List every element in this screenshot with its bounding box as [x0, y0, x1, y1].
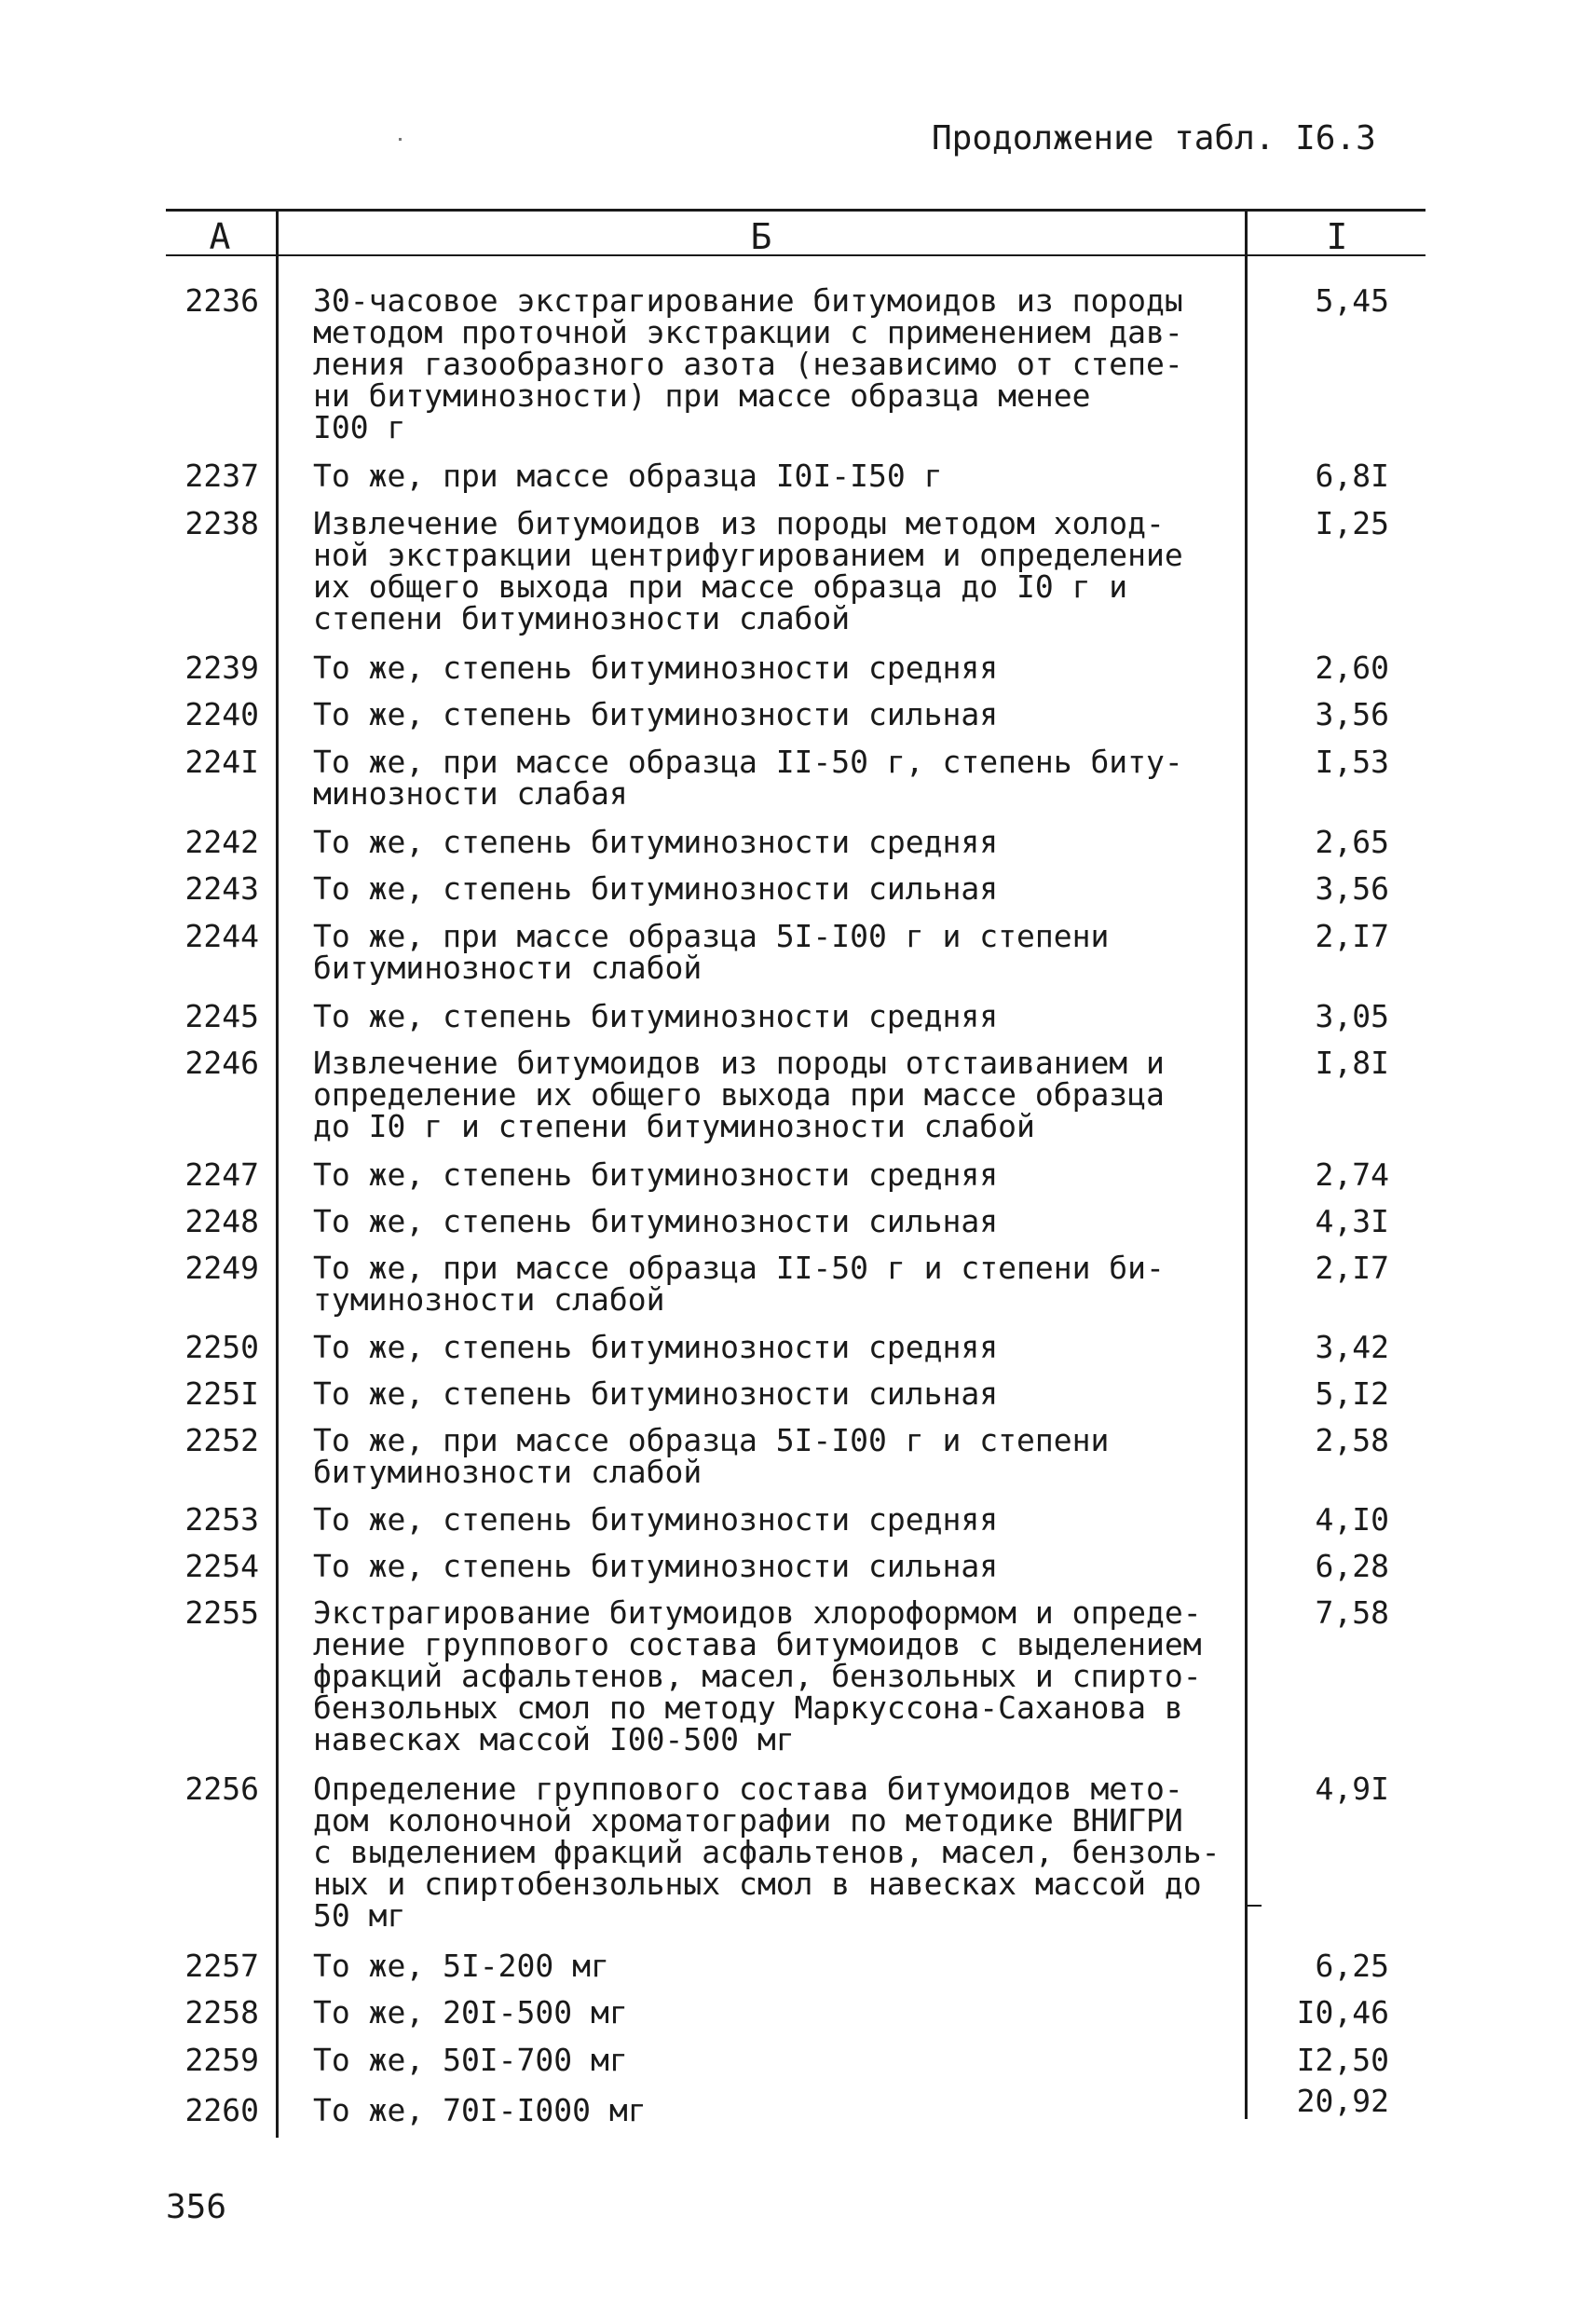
row-rate: 6,25	[1315, 1948, 1389, 1984]
row-rate: I,53	[1315, 744, 1389, 780]
row-rate: 2,65	[1315, 824, 1389, 860]
row-code: 2242	[184, 824, 259, 860]
row-code: 2258	[184, 1994, 259, 2031]
row-code: 2256	[184, 1771, 259, 1807]
page-number: 356	[166, 2188, 227, 2226]
row-code: 2239	[184, 650, 259, 686]
row-code: 2252	[184, 1422, 259, 1458]
row-description: То же, 5I-200 мг	[313, 1948, 609, 1984]
row-rate: 2,60	[1315, 650, 1389, 686]
row-description: Извлечение битумоидов из породы методом холод- ной экстракции центрифугированием и определение их общего выхода при массе образца до I0 г и степени битуминозности слабой	[313, 505, 1183, 636]
row-rate: 3,56	[1315, 870, 1389, 907]
row-rate: I,8I	[1315, 1045, 1389, 1081]
row-rate: 5,45	[1315, 282, 1389, 319]
row-rate: 3,42	[1315, 1329, 1389, 1365]
row-code: 2259	[184, 2042, 259, 2078]
row-code: 2244	[184, 918, 259, 954]
row-code: 2247	[184, 1156, 259, 1193]
row-rate: 7,58	[1315, 1594, 1389, 1631]
row-rate: 2,58	[1315, 1422, 1389, 1458]
row-description: То же, степень битуминозности сильная	[313, 1375, 999, 1412]
row-code: 2245	[184, 998, 259, 1034]
row-description: То же, степень битуминозности средняя	[313, 1329, 999, 1365]
row-code: 2254	[184, 1548, 259, 1584]
row-rate: 4,I0	[1315, 1501, 1389, 1538]
column-header-a: А	[209, 216, 231, 257]
row-rate: 3,05	[1315, 998, 1389, 1034]
row-description: То же, степень битуминозности средняя	[313, 824, 999, 860]
row-description: То же, 50I-700 мг	[313, 2042, 628, 2078]
row-description: То же, при массе образца 5I-I00 г и степени битуминозности слабой	[313, 1422, 1110, 1490]
row-description: То же, 70I-I000 мг	[313, 2092, 647, 2128]
row-description: То же, степень битуминозности сильная	[313, 696, 999, 732]
row-code: 2243	[184, 870, 259, 907]
row-code: 2249	[184, 1250, 259, 1286]
row-description: То же, при массе образца II-50 г и степени би- туминозности слабой	[313, 1250, 1165, 1318]
row-code: 2236	[184, 282, 259, 319]
row-description: То же, при массе образца I0I-I50 г	[313, 458, 943, 494]
row-code: 2257	[184, 1948, 259, 1984]
row-rate: I0,46	[1296, 1994, 1389, 2031]
row-rate: 4,3I	[1315, 1203, 1389, 1239]
row-rate: 4,9I	[1315, 1771, 1389, 1807]
row-description: То же, при массе образца 5I-I00 г и степени битуминозности слабой	[313, 918, 1110, 986]
row-description: То же, степень битуминозности средняя	[313, 1156, 999, 1193]
row-code: 2246	[184, 1045, 259, 1081]
row-code: 2260	[184, 2092, 259, 2128]
row-rate: 6,8I	[1315, 458, 1389, 494]
row-rate: 6,28	[1315, 1548, 1389, 1584]
row-rate: I,25	[1315, 505, 1389, 541]
row-rate: 2,74	[1315, 1156, 1389, 1193]
row-code: 2250	[184, 1329, 259, 1365]
row-rate: 2,I7	[1315, 918, 1389, 954]
row-description: То же, степень битуминозности сильная	[313, 870, 999, 907]
row-description: То же, 20I-500 мг	[313, 1994, 628, 2031]
table-caption: Продолжение табл. I6.3	[932, 119, 1376, 157]
column-header-c: I	[1326, 216, 1348, 257]
row-description: Определение группового состава битумоидов мето- дом колоночной хроматографии по методике ВНИГРИ с выделением фракций асфальтенов, масел, бензоль- ных и спиртобензольных смол в навесках массой до 50 мг	[313, 1771, 1221, 1934]
row-description: То же, при массе образца II-50 г, степень биту- минозности слабая	[313, 744, 1183, 812]
row-code: 2255	[184, 1594, 259, 1631]
row-code: 224I	[184, 744, 259, 780]
row-description: То же, степень битуминозности средняя	[313, 650, 999, 686]
row-code: 2240	[184, 696, 259, 732]
row-rate: 5,I2	[1315, 1375, 1389, 1412]
row-description: То же, степень битуминозности средняя	[313, 1501, 999, 1538]
row-rate: 20,92	[1296, 2083, 1389, 2119]
row-rate: 3,56	[1315, 696, 1389, 732]
row-description: Извлечение битумоидов из породы отстаиванием и определение их общего выхода при массе образца до I0 г и степени битуминозности слабой	[313, 1045, 1165, 1144]
row-code: 2238	[184, 505, 259, 541]
row-code: 225I	[184, 1375, 259, 1412]
row-description: То же, степень битуминозности сильная	[313, 1548, 999, 1584]
column-header-b: Б	[750, 216, 772, 257]
row-rate: 2,I7	[1315, 1250, 1389, 1286]
row-description: То же, степень битуминозности сильная	[313, 1203, 999, 1239]
row-code: 2248	[184, 1203, 259, 1239]
row-rate: I2,50	[1296, 2042, 1389, 2078]
row-description: Экстрагирование битумоидов хлороформом и опреде- ление группового состава битумоидов с выделением фракций асфальтенов, масел, бензольных и спирто- бензольных смол по методу Маркуссона-Саханова в навесках массой I00-500 мг	[313, 1594, 1202, 1757]
row-code: 2253	[184, 1501, 259, 1538]
row-description: То же, степень битуминозности средняя	[313, 998, 999, 1034]
row-description: 30-часовое экстрагирование битумоидов из породы методом проточной экстракции с применением дав- ления газообразного азота (независимо от степе- ни битуминозности) при массе образца менее I00 г	[313, 282, 1183, 445]
row-code: 2237	[184, 458, 259, 494]
